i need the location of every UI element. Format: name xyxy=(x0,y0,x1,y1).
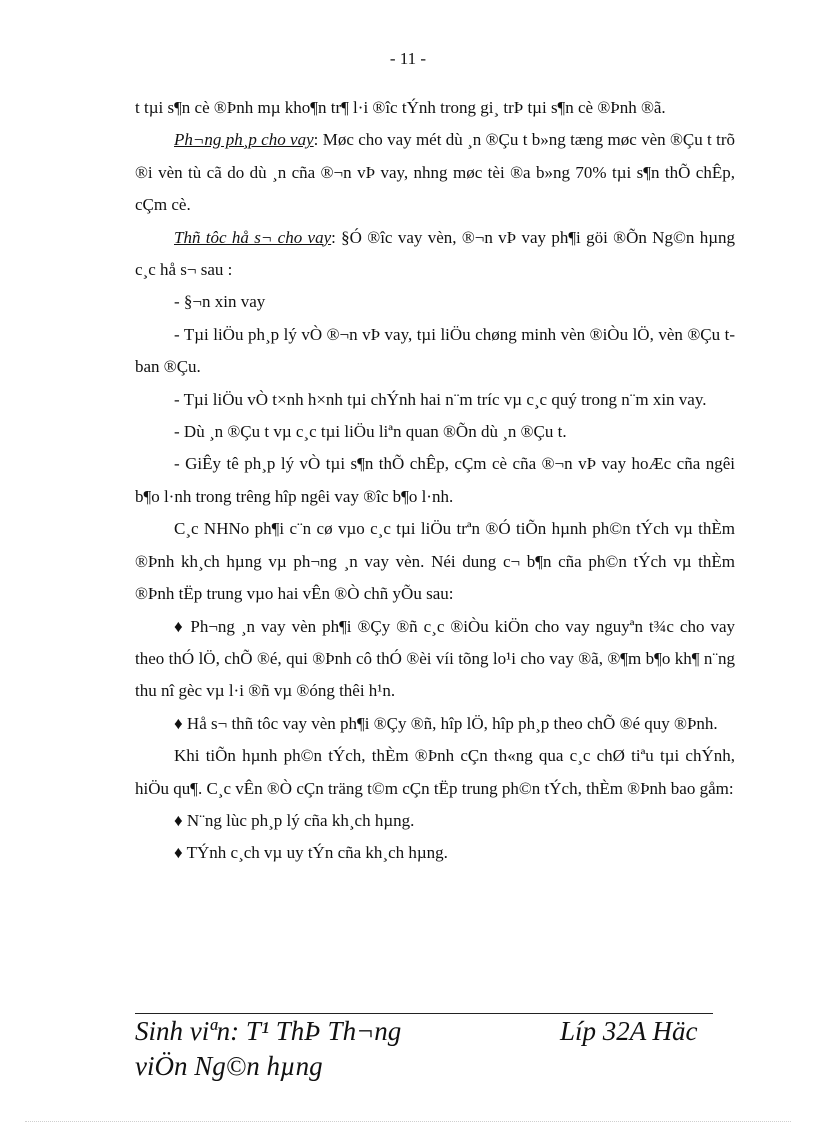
bullet-item: ♦ Ph¬ng ¸n vay vèn ph¶i ®Çy ®ñ c¸c ®iÒu kiÖn cho vay nguyªn t¾c cho vay theo thÓ lÖ, chÕ ®é, qui ®Þnh cô thÓ ®èi víi tõng lo¹i cho vay ®ã, ®¶m b¶o kh¶ n¨ng thu nî gèc vµ l·i ®ñ vµ ®óng thêi h¹n. xyxy=(135,616,735,701)
footer-student-name: Sinh viªn: T¹ ThÞ Th¬ng xyxy=(135,1016,402,1046)
paragraph-lending-method: Ph¬ng ph¸p cho vay: Møc cho vay mét dù ¸n ®Çu t b»ng tæng møc vèn ®Çu t trõ ®i vèn tù cã do dù ¸n cña ®¬n vÞ vay, nhng møc tèi ®a b»ng 70% tµi s¶n thÕ chÊp, cÇm cè. xyxy=(135,130,735,215)
paragraph: C¸c NHNo ph¶i c¨n cø vµo c¸c tµi liÖu trªn ®Ó tiÕn hµnh ph©n tÝch vµ thÈm ®Þnh kh¸ch hµng vµ ph¬ng ¸n vay vèn. Néi dung c¬ b¶n cña ph©n tÝch vµ thÈm ®Þnh tËp trung vµo hai vÊn ®Ò chñ yÕu sau: xyxy=(135,519,735,604)
paragraph: t tµi s¶n cè ®Þnh mµ kho¶n tr¶ l·i ®îc tÝnh trong gi¸ trÞ tµi s¶n cè ®Þnh ®ã. xyxy=(135,98,666,117)
bullet-item: ♦ Hå s¬ thñ tôc vay vèn ph¶i ®Çy ®ñ, hîp lÖ, hîp ph¸p theo chÕ ®é quy ®Þnh. xyxy=(174,713,718,733)
page-bottom-divider xyxy=(25,1121,791,1122)
paragraph: Khi tiÕn hµnh ph©n tÝch, thÈm ®Þnh cÇn th«ng qua c¸c chØ tiªu tµi chÝnh, hiÖu qu¶. C¸c vÊn ®Ò cÇn träng t©m cÇn tËp trung ph©n tÝch, thÈm ®Þnh bao gåm: xyxy=(135,746,735,798)
list-item: - Tµi liÖu ph¸p lý vÒ ®¬n vÞ vay, tµi liÖu chøng minh vèn ®iÒu lÖ, vèn ®Çu t ban ®Çu. xyxy=(135,324,735,377)
page-number: - 11 - xyxy=(389,49,427,68)
list-item: - GiÊy tê ph¸p lý vÒ tµi s¶n thÕ chÊp, cÇm cè cña ®¬n vÞ vay hoÆc cña ngêi b¶o l·nh trong trêng hîp ngêi vay ®îc b¶o l·nh. xyxy=(135,454,735,506)
list-item: - §¬n xin vay xyxy=(174,292,266,312)
list-item: - Tµi liÖu vÒ t×nh h×nh tµi chÝnh hai n¨m tríc vµ c¸c quý trong n¨m xin vay. xyxy=(174,389,707,409)
term-lending-method: Ph¬ng ph¸p cho vay xyxy=(174,130,314,150)
footer-class: Líp 32A Häc xyxy=(560,1016,698,1046)
term-loan-procedure: Thñ tôc hå s¬ cho vay xyxy=(174,227,332,247)
body-text xyxy=(135,92,735,870)
paragraph-loan-procedure: Thñ tôc hå s¬ cho vay: §Ó ®îc vay vèn, ®¬n vÞ vay ph¶i göi ®Õn Ng©n hµng c¸c hå s¬ sau : xyxy=(135,227,735,280)
bullet-item: ♦ TÝnh c¸ch vµ uy tÝn cña kh¸ch hµng. xyxy=(174,843,448,863)
bullet-item: ♦ N¨ng lùc ph¸p lý cña kh¸ch hµng. xyxy=(174,810,415,830)
list-item: - Dù ¸n ®Çu t vµ c¸c tµi liÖu liªn quan ®Õn dù ¸n ®Çu t. xyxy=(174,422,567,442)
footer-institution: viÖn Ng©n hµng xyxy=(135,1051,323,1081)
